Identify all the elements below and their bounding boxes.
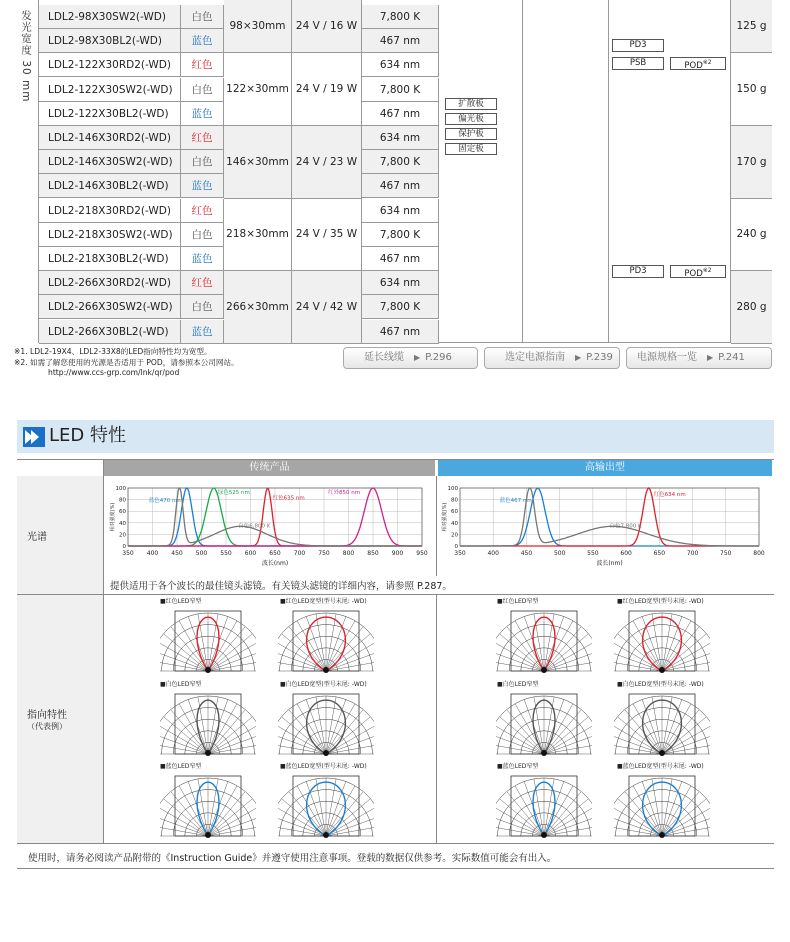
polar-chart	[278, 607, 374, 675]
polar-chart-title: ■红色LED窄型	[160, 598, 202, 605]
series-label: 红色635 nm	[272, 495, 305, 502]
tag-pd3-a: PD3	[612, 39, 664, 52]
polar-chart-title: ■红色LED宽型(型号末尾: -WD)	[280, 598, 367, 605]
polar-spoke	[496, 734, 544, 754]
x-tick-label: 350	[122, 550, 134, 557]
accessory-column	[439, 0, 523, 343]
model-cell: LDL2-122X30RD2(-WD)	[39, 53, 181, 77]
y-axis-label: 相对强度(%)	[110, 502, 116, 532]
section-arrow-icon	[23, 427, 45, 447]
size-cell: 266×30mm	[224, 271, 292, 344]
x-tick-label: 550	[220, 550, 232, 557]
footnote-2: ※2. 如需了解您使用的光源是否适用于 POD，请参照本公司网站。	[14, 357, 239, 367]
polar-spoke	[278, 734, 326, 754]
polar-origin	[541, 750, 547, 756]
color-cell: 白色	[181, 150, 224, 174]
polar-spoke	[496, 816, 544, 836]
x-tick-label: 850	[367, 550, 379, 557]
x-tick-label: 700	[293, 550, 306, 557]
led-section-header	[17, 420, 774, 453]
polar-spoke	[208, 816, 256, 836]
polar-origin	[205, 832, 211, 838]
polar-spoke	[496, 651, 544, 671]
power-cell: 24 V / 23 W	[292, 126, 362, 199]
y-tick-label: 20	[451, 532, 458, 539]
polar-chart-title: ■红色LED窄型	[497, 598, 539, 605]
polar-chart	[614, 607, 710, 675]
polar-origin	[541, 667, 547, 673]
polar-origin	[323, 832, 329, 838]
x-tick-label: 750	[318, 550, 330, 557]
y-tick-label: 60	[451, 509, 458, 516]
blank-column	[523, 0, 609, 343]
polar-spoke	[160, 816, 208, 836]
polar-chart	[160, 772, 256, 840]
polar-spoke	[278, 651, 326, 671]
series-label: 绿色525 nm	[217, 489, 250, 496]
series-label: 蓝色467 nm	[499, 497, 532, 504]
size-cell: 218×30mm	[224, 199, 292, 272]
polar-spoke	[544, 734, 592, 754]
wavelength-cell: 467 nm	[362, 320, 439, 344]
x-tick-label: 650	[653, 550, 666, 557]
polar-chart-title: ■蓝色LED窄型	[160, 763, 202, 770]
polar-spoke	[160, 651, 208, 671]
tag-bracket: 固定板	[445, 143, 497, 155]
model-cell: LDL2-266X30RD2(-WD)	[39, 271, 181, 295]
polar-chart-title: ■白色LED宽型(型号末尾: -WD)	[280, 681, 367, 688]
model-cell: LDL2-122X30SW2(-WD)	[39, 78, 181, 102]
wavelength-cell: 7,800 K	[362, 223, 439, 247]
color-cell: 蓝色	[181, 102, 224, 126]
polar-chart-title: ■白色LED窄型	[160, 681, 202, 688]
wavelength-cell: 467 nm	[362, 174, 439, 198]
y-tick-label: 80	[119, 497, 126, 504]
x-tick-label: 800	[342, 550, 355, 557]
tag-pd3-b: PD3	[612, 265, 664, 278]
polar-chart	[496, 690, 592, 758]
size-cell: 122×30mm	[224, 53, 292, 126]
wavelength-cell: 634 nm	[362, 199, 439, 223]
nav-extension-cable-button[interactable]: 延长线缆 ▶ P.296	[343, 347, 478, 369]
polar-chart	[614, 772, 710, 840]
wavelength-cell: 7,800 K	[362, 295, 439, 319]
tag-protector: 保护板	[445, 128, 497, 140]
usage-note: 使用时，请务必阅读产品附带的《Instruction Guide》并遵守使用注意事项。登载的数据仅供参考。实际数值可能会有出入。	[28, 853, 557, 864]
polar-spoke	[662, 734, 710, 754]
nav-power-spec-button[interactable]: 电源规格一览 ▶ P.241	[626, 347, 772, 369]
polar-origin	[205, 667, 211, 673]
polar-chart-title: ■蓝色LED窄型	[497, 763, 539, 770]
wavelength-cell: 7,800 K	[362, 5, 439, 29]
color-cell: 白色	[181, 78, 224, 102]
polar-spoke	[614, 734, 662, 754]
polar-chart-title: ■红色LED宽型(型号末尾: -WD)	[617, 598, 704, 605]
polar-spoke	[208, 651, 256, 671]
weight-cell: 240 g	[731, 199, 772, 272]
power-cell: 24 V / 35 W	[292, 199, 362, 272]
x-tick-label: 750	[720, 550, 732, 557]
x-tick-label: 450	[171, 550, 183, 557]
size-cell: 146×30mm	[224, 126, 292, 199]
polar-spoke	[614, 651, 662, 671]
color-cell: 红色	[181, 53, 224, 77]
x-tick-label: 400	[487, 550, 499, 557]
polar-spoke	[208, 734, 256, 754]
series-line	[460, 488, 759, 546]
series-line	[460, 488, 759, 546]
size-cell: 98×30mm	[224, 0, 292, 53]
x-axis-label: 波长(nm)	[596, 560, 623, 567]
footnotes	[14, 347, 239, 379]
color-cell: 蓝色	[181, 29, 224, 53]
x-tick-label: 500	[195, 550, 208, 557]
series-label: 红色634 nm	[653, 492, 686, 499]
color-cell: 白色	[181, 223, 224, 247]
series-label: 红外850 nm	[328, 489, 361, 496]
model-cell: LDL2-146X30SW2(-WD)	[39, 150, 181, 174]
weight-cell: 150 g	[731, 53, 772, 126]
x-tick-label: 950	[416, 550, 428, 557]
x-tick-label: 700	[686, 550, 699, 557]
polar-spoke	[662, 651, 710, 671]
x-tick-label: 400	[146, 550, 159, 557]
series-label: 蓝色470 nm	[148, 497, 181, 504]
polar-spoke	[160, 734, 208, 754]
polar-origin	[659, 832, 665, 838]
plot-frame	[460, 488, 759, 546]
tag-polarizer: 偏光板	[445, 113, 497, 125]
polar-spoke	[544, 816, 592, 836]
polar-chart	[614, 690, 710, 758]
x-tick-label: 650	[269, 550, 281, 557]
footnote-1: ※1. LDL2-19X4、LDL2-33X8的LED指向特性均为宽型。	[14, 347, 212, 356]
y-tick-label: 60	[119, 509, 126, 516]
wavelength-cell: 634 nm	[362, 126, 439, 150]
y-axis-label: 相对强度(%)	[442, 502, 448, 532]
polar-chart-title: ■蓝色LED宽型(型号末尾: -WD)	[617, 763, 704, 770]
model-cell: LDL2-218X30BL2(-WD)	[39, 247, 181, 271]
polar-chart	[278, 690, 374, 758]
x-axis-label: 波长(nm)	[261, 560, 289, 567]
polar-chart	[496, 772, 592, 840]
polar-origin	[659, 750, 665, 756]
polar-origin	[205, 750, 211, 756]
wavelength-cell: 467 nm	[362, 247, 439, 271]
x-tick-label: 450	[520, 550, 533, 557]
col-high-output-header: 高输出型	[438, 460, 772, 476]
col-traditional-header: 传统产品	[104, 460, 435, 476]
model-cell: LDL2-98X30SW2(-WD)	[39, 5, 181, 29]
color-cell: 蓝色	[181, 247, 224, 271]
model-cell: LDL2-218X30RD2(-WD)	[39, 199, 181, 223]
led-section-title: LED 特性	[49, 425, 126, 446]
model-cell: LDL2-266X30SW2(-WD)	[39, 295, 181, 319]
tag-pod-b: POD$^{※2}$	[670, 265, 726, 278]
polar-origin	[659, 667, 665, 673]
color-cell: 红色	[181, 126, 224, 150]
weight-cell: 125 g	[731, 0, 772, 53]
wavelength-cell: 7,800 K	[362, 150, 439, 174]
y-tick-label: 100	[447, 486, 458, 492]
wavelength-cell: 467 nm	[362, 29, 439, 53]
spectrum-chart-high-output	[440, 482, 765, 572]
y-tick-label: 0	[454, 544, 458, 550]
polar-origin	[323, 667, 329, 673]
polar-spoke	[278, 816, 326, 836]
model-cell: LDL2-218X30SW2(-WD)	[39, 223, 181, 247]
polar-spoke	[544, 651, 592, 671]
wavelength-cell: 634 nm	[362, 271, 439, 295]
nav-power-guide-button[interactable]: 选定电源指南 ▶ P.239	[484, 347, 620, 369]
product-table	[17, 0, 772, 343]
model-cell: LDL2-98X30BL2(-WD)	[39, 29, 181, 53]
emission-width-label: 发光宽度 30 mm	[17, 0, 39, 343]
x-tick-label: 550	[587, 550, 599, 557]
polar-chart-title: ■蓝色LED宽型(型号末尾: -WD)	[280, 763, 367, 770]
model-cell: LDL2-266X30BL2(-WD)	[39, 320, 181, 344]
series-label: 白色6,800 K	[238, 523, 271, 530]
wavelength-cell: 7,800 K	[362, 78, 439, 102]
directivity-row-label: 指向特性 （代表例）	[17, 595, 103, 843]
y-tick-label: 40	[451, 520, 458, 527]
tag-psb: PSB	[612, 57, 664, 70]
y-tick-label: 80	[451, 497, 458, 504]
color-cell: 红色	[181, 271, 224, 295]
power-cell: 24 V / 19 W	[292, 53, 362, 126]
weight-cell: 280 g	[731, 271, 772, 344]
x-tick-label: 600	[620, 550, 632, 557]
color-cell: 蓝色	[181, 174, 224, 198]
y-tick-label: 100	[115, 486, 126, 492]
x-tick-label: 900	[391, 550, 404, 557]
polar-spoke	[326, 816, 374, 836]
color-cell: 白色	[181, 5, 224, 29]
polar-chart-title: ■白色LED宽型(型号末尾: -WD)	[617, 681, 704, 688]
polar-chart	[496, 607, 592, 675]
series-label: 白色7,800 K	[609, 523, 642, 530]
series-line	[460, 488, 759, 546]
polar-spoke	[662, 816, 710, 836]
polar-chart	[160, 690, 256, 758]
polar-chart	[160, 607, 256, 675]
y-tick-label: 20	[119, 532, 126, 539]
color-cell: 白色	[181, 295, 224, 319]
wavelength-cell: 467 nm	[362, 102, 439, 126]
spectrum-chart-traditional	[108, 482, 428, 572]
color-cell: 红色	[181, 199, 224, 223]
spectrum-row-label: 光谱	[17, 476, 103, 594]
y-tick-label: 0	[122, 544, 126, 550]
model-cell: LDL2-146X30RD2(-WD)	[39, 126, 181, 150]
polar-spoke	[326, 734, 374, 754]
wavelength-cell: 634 nm	[362, 53, 439, 77]
polar-origin	[323, 750, 329, 756]
model-cell: LDL2-146X30BL2(-WD)	[39, 174, 181, 198]
polar-chart-title: ■白色LED窄型	[497, 681, 539, 688]
x-tick-label: 800	[753, 550, 765, 557]
spectrum-note: 提供适用于各个波长的最佳镜头滤镜。有关镜头滤镜的详细内容，请参照 P.287。	[110, 581, 452, 592]
power-cell: 24 V / 42 W	[292, 271, 362, 344]
tag-pod-a: POD$^{※2}$	[670, 57, 726, 70]
pod-link[interactable]: http://www.ccs-grp.com/lnk/qr/pod	[48, 368, 180, 377]
power-cell: 24 V / 16 W	[292, 0, 362, 53]
polar-spoke	[614, 816, 662, 836]
x-tick-label: 350	[454, 550, 466, 557]
polar-origin	[541, 832, 547, 838]
color-cell: 蓝色	[181, 320, 224, 344]
x-tick-label: 600	[244, 550, 257, 557]
model-cell: LDL2-122X30BL2(-WD)	[39, 102, 181, 126]
polar-spoke	[326, 651, 374, 671]
y-tick-label: 40	[119, 520, 126, 527]
polar-chart	[278, 772, 374, 840]
weight-cell: 170 g	[731, 126, 772, 199]
x-tick-label: 500	[553, 550, 566, 557]
tag-diffuser: 扩散板	[445, 98, 497, 110]
